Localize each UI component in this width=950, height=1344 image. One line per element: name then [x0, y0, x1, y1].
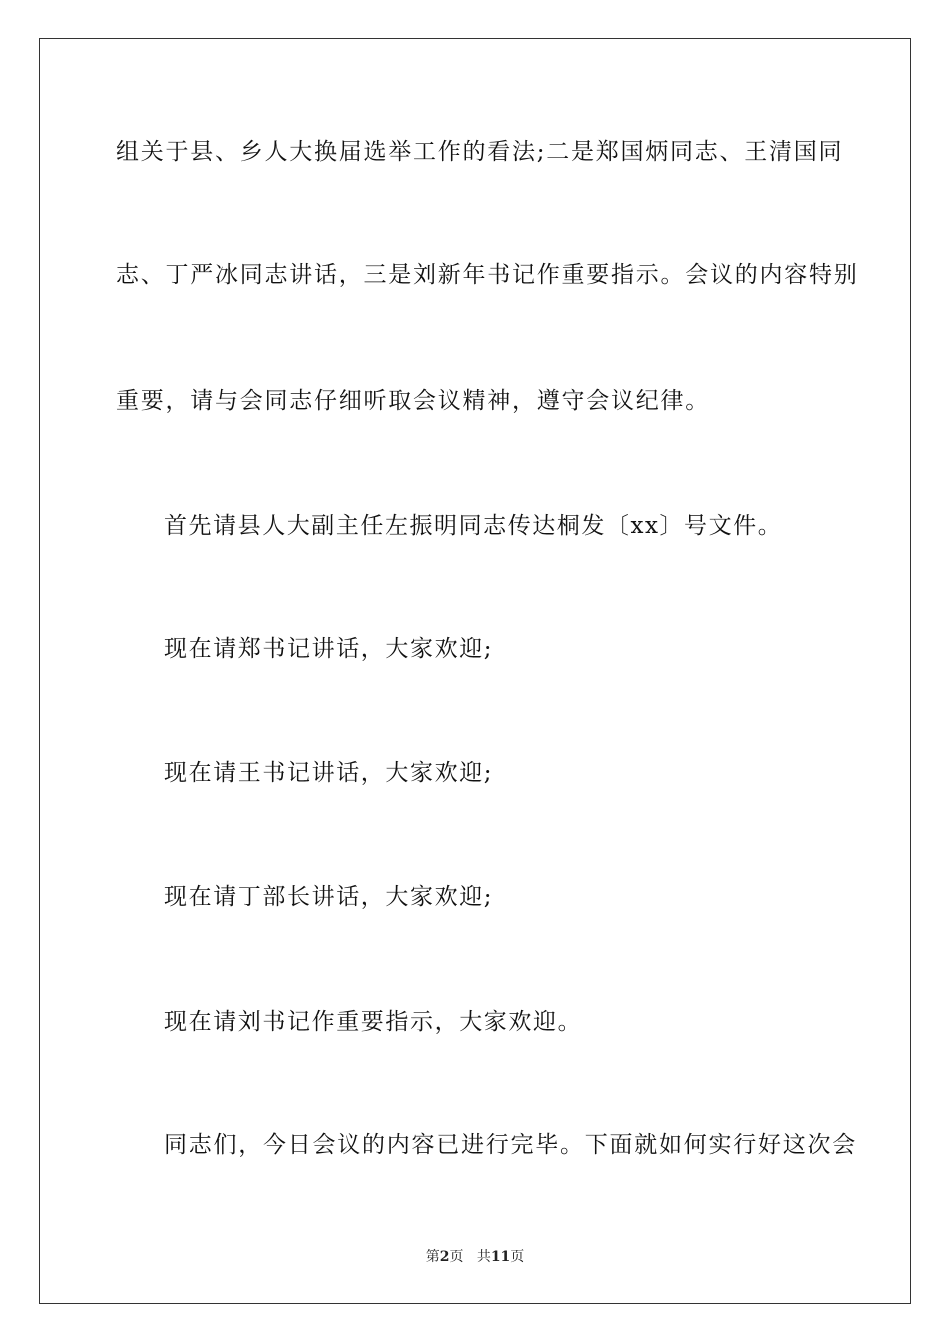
- page-border: [39, 38, 911, 1304]
- page-footer: [0, 1248, 950, 1266]
- body-text-line: 现在请刘书记作重要指示，大家欢迎。: [164, 1009, 583, 1035]
- body-text-line: 志、丁严冰同志讲话，三是刘新年书记作重要指示。会议的内容特别: [116, 262, 859, 288]
- page-number: 2: [439, 1249, 450, 1265]
- total-prefix: 共: [476, 1249, 491, 1265]
- body-text-line: 现在请郑书记讲话，大家欢迎;: [164, 636, 494, 662]
- body-text-line: 现在请王书记讲话，大家欢迎;: [164, 760, 494, 786]
- body-text-line: 组关于县、乡人大换届选举工作的看法;二是郑国炳同志、王清国同: [116, 139, 844, 165]
- total-suffix: 页: [510, 1249, 525, 1265]
- body-text-line: 重要，请与会同志仔细听取会议精神，遵守会议纪律。: [116, 388, 710, 414]
- page-suffix: 页: [449, 1249, 464, 1265]
- page-prefix: 第: [425, 1249, 440, 1265]
- body-text-line: 现在请丁部长讲话，大家欢迎;: [164, 884, 494, 910]
- body-text-line: 首先请县人大副主任左振明同志传达桐发〔xx〕号文件。: [164, 513, 783, 539]
- body-text-line: 同志们，今日会议的内容已进行完毕。下面就如何实行好这次会: [164, 1132, 857, 1158]
- total-pages: 11: [490, 1249, 511, 1265]
